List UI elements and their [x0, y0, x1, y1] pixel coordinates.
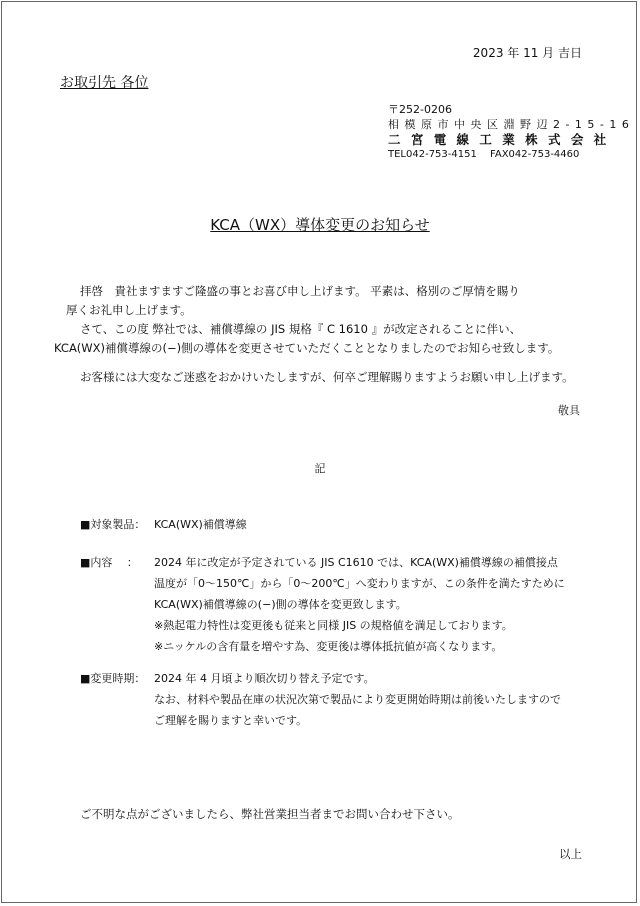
item-line: なお、材料や製品在庫の状況次第で製品により変更開始時期は前後いたしますので	[154, 693, 561, 706]
document-title: KCA（WX）導体変更のお知らせ	[210, 216, 430, 234]
sender-company: 二 宮 電 線 工 業 株 式 会 社	[388, 132, 610, 147]
sender-address: 相 模 原 市 中 央 区 淵 野 辺 2 - 1 5 - 1 6	[388, 118, 630, 131]
ki-marker: 記	[314, 462, 326, 475]
item-line: 2024 年に改定が予定されている JIS C1610 では、KCA(WX)補償導線の補償接点	[154, 556, 558, 569]
item-line: KCA(WX)補償導線の(−)側の導体を変更致します。	[154, 598, 407, 611]
item-line: ご理解を賜りますと幸いです。	[154, 714, 308, 727]
body-line: さて、この度 弊社では、補償導線の JIS 規格『 C 1610 』が改定されることに伴い、	[80, 322, 522, 336]
closing-ijo: 以上	[559, 847, 582, 861]
sender-tel-fax: TEL042-753-4151 FAX042-753-4460	[388, 149, 580, 160]
item-content	[80, 552, 565, 657]
body-line: KCA(WX)補償導線の(−)側の導体を変更させていただくこととなりましたのでお知らせ致します。	[54, 341, 560, 355]
item-timing	[80, 668, 561, 731]
item-label: ■対象製品：	[80, 518, 146, 531]
item-product	[80, 514, 247, 535]
recipient: お取引先 各位	[60, 75, 149, 91]
item-label: ■変更時期：	[80, 672, 146, 685]
body-line: 厚くお礼申し上げます。	[66, 303, 192, 317]
item-line: 温度が「0～150℃」から「0～200℃」へ変わりますが、この条件を満たすために	[154, 577, 565, 590]
item-line: ※ニッケルの含有量を増やす為、変更後は導体抵抗値が高くなります。	[154, 640, 503, 653]
item-line: ※熱起電力特性は変更後も従来と同様 JIS の規格値を満足しております。	[154, 619, 513, 632]
sender-postal: 〒252-0206	[388, 103, 452, 116]
item-line: 2024 年 4 月頃より順次切り替え予定です。	[154, 672, 375, 685]
letter-date: 2023 年 11 月 吉日	[472, 46, 582, 60]
item-value: KCA(WX)補償導線	[154, 518, 247, 531]
letter-body	[54, 282, 574, 387]
closing-keigu: 敬具	[558, 404, 580, 417]
contact-note: ご不明な点がございましたら、弊社営業担当者までお問い合わせ下さい。	[80, 807, 460, 821]
body-line: お客様には大変なご迷惑をおかけいたしますが、何卒ご理解賜りますようお願い申し上げます。	[80, 370, 574, 384]
item-label: ■内容 ：	[80, 556, 138, 569]
body-line: 拝啓 貴社ますますご隆盛の事とお喜び申し上げます。 平素は、格別のご厚情を賜り	[80, 284, 520, 298]
sender-block	[388, 102, 630, 162]
